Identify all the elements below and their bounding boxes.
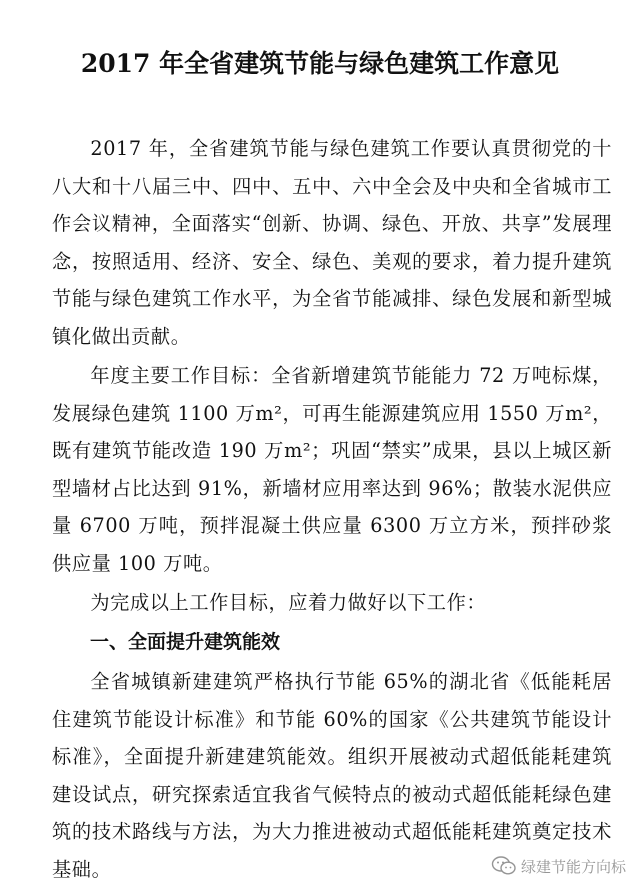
section-heading: 一、全面提升建筑能效 [90, 630, 281, 653]
section-paragraph: 全省城镇新建建筑严格执行节能 65%的湖北省《低能耗居住建筑节能设计标准》和节能 60%的国家《公共建筑节能设计标准》，全面提升新建建筑能效。组织开展被动式超低能耗建筑建设试点，研究探索适宜我省气候特点的被动式超低能耗绿色建筑的技术路线与方法，为大力推进被动式超低能耗建筑奠定技术基础。 [52, 670, 612, 881]
transition-paragraph: 为完成以上工作目标，应着力做好以下工作： [90, 591, 487, 614]
intro-paragraph: 2017 年，全省建筑节能与绿色建筑工作要认真贯彻党的十八大和十八届三中、四中、五中、六中全会及中央和全省城市工作会议精神，全面落实“创新、协调、绿色、开放、共享”发展理念，按照适用、经济、安全、绿色、美观的要求，着力提升建筑节能与绿色建筑工作水平，为全省节能减排、绿色发展和新型城镇化做出贡献。 [52, 137, 612, 348]
document-title: 2017 年全省建筑节能与绿色建筑工作意见 [80, 49, 560, 78]
wechat-icon [491, 855, 517, 877]
goals-paragraph: 年度主要工作目标：全省新增建筑节能能力 72 万吨标煤，发展绿色建筑 1100 万m²，可再生能源建筑应用 1550 万m²，既有建筑节能改造 190 万m²；巩固“禁实”成果，县以上城区新型墙材占比达到 91%，新墙材应用率达到 96%；散装水泥供应量 6700 万吨，预拌混凝土供应量 6300 万立方米，预拌砂浆供应量 100 万吨。 [52, 364, 612, 575]
document-body [52, 130, 612, 890]
watermark-text: 绿建节能方向标 [520, 857, 626, 876]
watermark [491, 855, 626, 877]
